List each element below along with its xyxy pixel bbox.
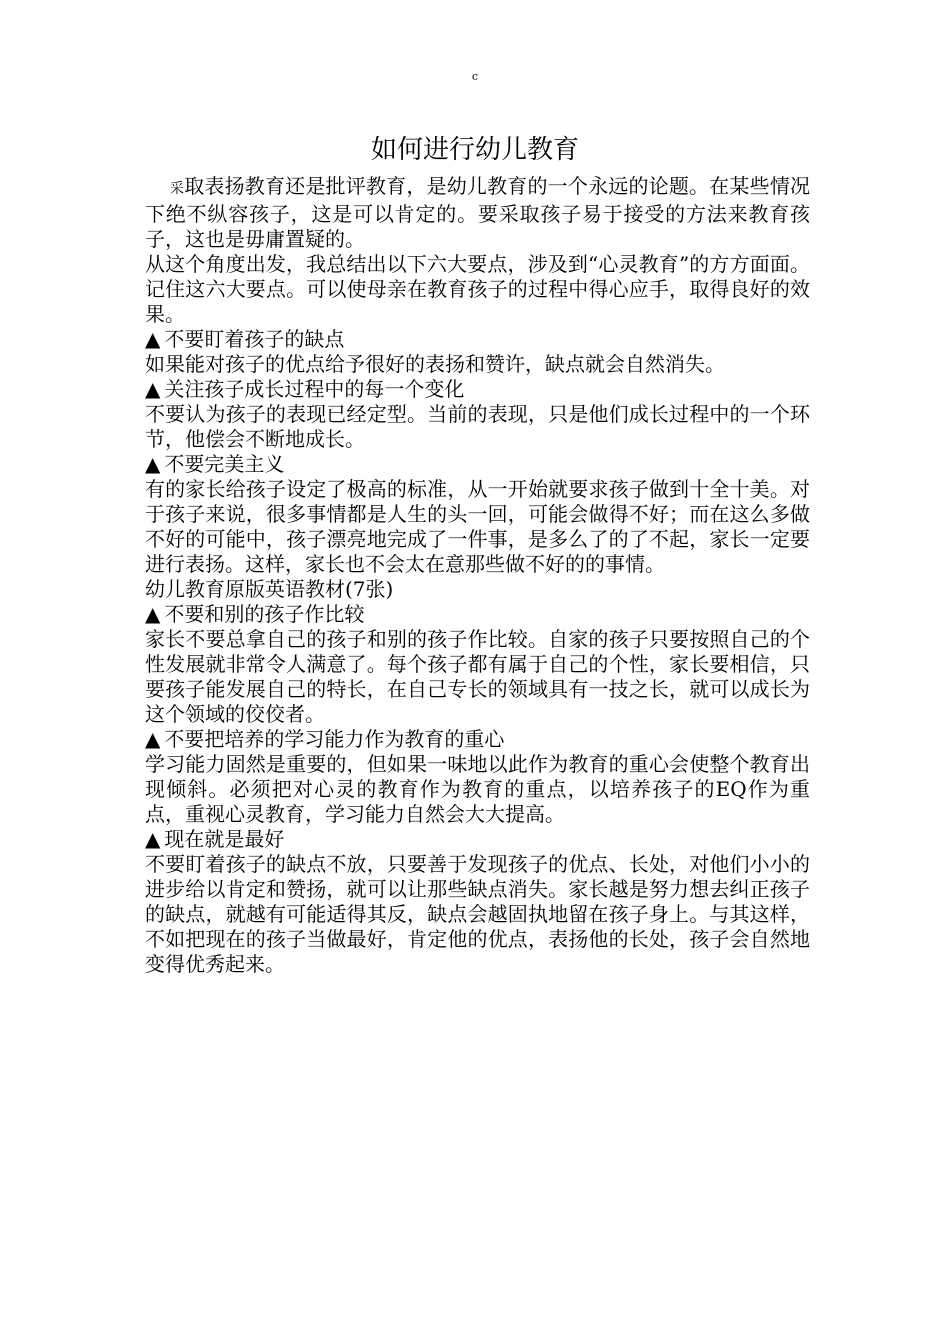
inserted-line: 幼儿教育原版英语教材(7张)	[145, 577, 394, 601]
section-heading-5	[145, 727, 810, 752]
section-heading-text: 现在就是最好	[164, 827, 285, 851]
document-body	[145, 174, 810, 977]
page-header-mark: c	[471, 70, 479, 83]
section-text-3: 有的家长给孩子设定了极高的标准，从一开始就要求孩子做到十全十美。对于孩子来说，很多事情都是人生的头一回，可能会做得不好；而在这么多做不好的可能中，孩子漂亮地完成了一件事，是多么了的了不起，家长一定要进行表扬。这样，家长也不会太在意那些做不好的的事情。	[145, 477, 810, 576]
intro-first-char: 采	[170, 181, 185, 197]
section-heading-text: 不要完美主义	[164, 452, 285, 476]
section-heading-4	[145, 602, 810, 627]
section-heading-6	[145, 827, 810, 852]
section-heading-text: 关注孩子成长过程中的每一个变化	[164, 377, 465, 401]
intro-text: 取表扬教育还是批评教育，是幼儿教育的一个永远的论题。在某些情况下绝不纵容孩子，这是可以肯定的。要采取孩子易于接受的方法来教育孩子，这也是毋庸置疑的。	[145, 174, 811, 251]
section-heading-2	[145, 377, 810, 402]
section-text-1: 如果能对孩子的优点给予很好的表扬和赞许，缺点就会自然消失。	[145, 352, 725, 376]
section-text-4: 家长不要总拿自己的孩子和别的孩子作比较。自家的孩子只要按照自己的个性发展就非常令人满意了。每个孩子都有属于自己的个性，家长要相信，只要孩子能发展自己的特长，在自己专长的领域具有一技之长，就可以成长为这个领域的佼佼者。	[145, 627, 810, 726]
intro-paragraph-2: 从这个角度出发，我总结出以下六大要点，涉及到“心灵教育”的方方面面。记住这六大要点。可以使母亲在教育孩子的过程中得心应手，取得良好的效果。	[145, 252, 810, 326]
section-text-6: 不要盯着孩子的缺点不放，只要善于发现孩子的优点、长处，对他们小小的进步给以肯定和赞扬，就可以让那些缺点消失。家长越是努力想去纠正孩子的缺点，就越有可能适得其反，缺点会越固执地留在孩子身上。与其这样，不如把现在的孩子当做最好，肯定他的优点，表扬他的长处，孩子会自然地变得优秀起来。	[145, 852, 810, 976]
section-heading-1	[145, 327, 810, 352]
section-text-2: 不要认为孩子的表现已经定型。当前的表现，只是他们成长过程中的一个环节，他偿会不断地成长。	[145, 402, 810, 451]
section-heading-3	[145, 452, 810, 477]
triangle-bullet-icon: ▲	[145, 727, 161, 751]
triangle-bullet-icon: ▲	[145, 602, 161, 626]
triangle-bullet-icon: ▲	[145, 327, 161, 351]
section-heading-text: 不要把培养的学习能力作为教育的重心	[164, 727, 505, 751]
section-heading-text: 不要盯着孩子的缺点	[164, 327, 345, 351]
section-heading-text: 不要和别的孩子作比较	[164, 602, 365, 626]
document-title: 如何进行幼儿教育	[370, 135, 579, 165]
intro-paragraph	[145, 174, 810, 252]
triangle-bullet-icon: ▲	[145, 827, 161, 851]
triangle-bullet-icon: ▲	[145, 452, 161, 476]
triangle-bullet-icon: ▲	[145, 377, 161, 401]
section-text-5: 学习能力固然是重要的，但如果一味地以此作为教育的重心会使整个教育出现倾斜。必须把对心灵的教育作为教育的重点，以培养孩子的EQ作为重点，重视心灵教育，学习能力自然会大大提高。	[145, 752, 810, 826]
